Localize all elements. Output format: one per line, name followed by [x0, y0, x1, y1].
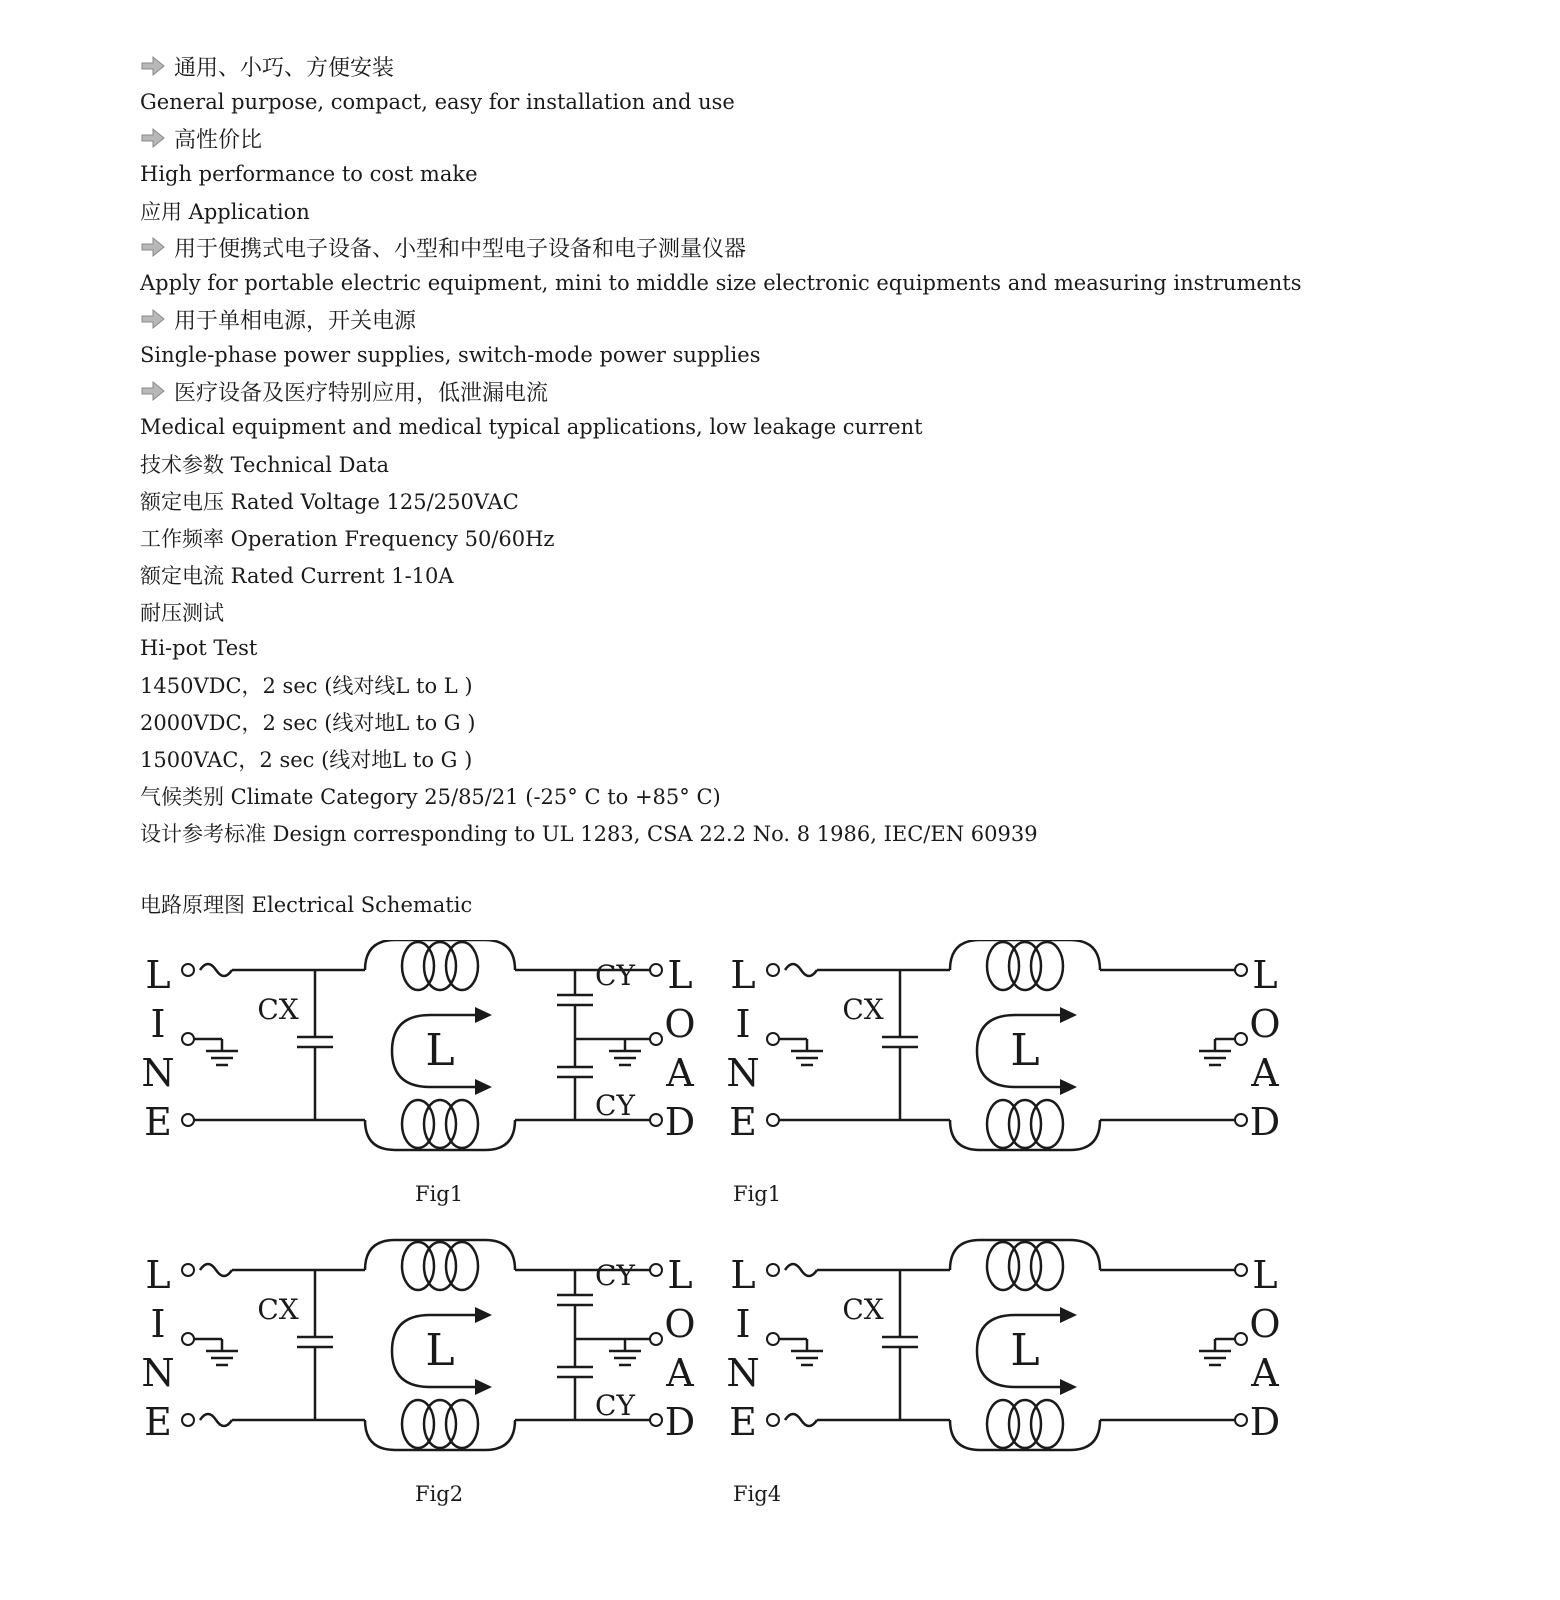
- line-letter: E: [144, 1400, 172, 1444]
- earth-terminal: [182, 1114, 194, 1126]
- choke-winding: [950, 1120, 1100, 1150]
- arrow-icon: [475, 1079, 492, 1095]
- load-terminal: [650, 1414, 662, 1426]
- load-terminal: [650, 1114, 662, 1126]
- line-letter: E: [729, 1100, 757, 1144]
- line-letter: I: [150, 1302, 166, 1346]
- coil-icon: [446, 942, 478, 990]
- line-terminal: [182, 964, 194, 976]
- load-letter: A: [1251, 1351, 1279, 1395]
- cx-label: CX: [257, 993, 299, 1026]
- inductor-label: L: [425, 1025, 455, 1076]
- technical-heading: 技术参数 Technical Data: [140, 452, 389, 477]
- earth-terminal: [767, 1114, 779, 1126]
- load-terminal: [650, 1264, 662, 1276]
- arrow-icon: [475, 1379, 492, 1395]
- load-terminal: [650, 1333, 662, 1345]
- line-letter: N: [726, 1351, 760, 1395]
- fuse-icon: [785, 1414, 817, 1426]
- load-letter: D: [1249, 1400, 1281, 1444]
- arrow-icon: [475, 1307, 492, 1323]
- arrow-icon: [140, 378, 166, 404]
- fuse-icon: [785, 964, 817, 976]
- arrow-icon: [140, 306, 166, 332]
- load-letter: L: [667, 953, 693, 997]
- load-letter: A: [666, 1051, 694, 1095]
- inductor-label: L: [1010, 1325, 1040, 1376]
- coil-icon: [1031, 1100, 1063, 1148]
- cx-label: CX: [842, 1293, 884, 1326]
- line-letter: L: [145, 953, 171, 997]
- fuse-icon: [200, 1414, 232, 1426]
- hipot-row: 1500VAC，2 sec (线对地L to G ): [140, 747, 473, 772]
- choke-winding: [365, 1240, 515, 1270]
- load-letter: A: [666, 1351, 694, 1395]
- line-letter: I: [735, 1002, 751, 1046]
- arrow-icon: [140, 53, 166, 79]
- choke-winding: [365, 1420, 515, 1450]
- choke-winding: [950, 940, 1100, 970]
- application-cn: 用于单相电源，开关电源: [140, 301, 1440, 337]
- choke-winding: [365, 1120, 515, 1150]
- load-letter: A: [1251, 1051, 1279, 1095]
- cy-label: CY: [595, 1259, 635, 1292]
- tech-row-frequency: 工作频率 Operation Frequency 50/60Hz: [140, 526, 555, 551]
- load-terminal: [1235, 1264, 1247, 1276]
- cy-label: CY: [595, 959, 635, 992]
- load-letter: L: [667, 1253, 693, 1297]
- earth-terminal: [182, 1414, 194, 1426]
- load-terminal: [650, 964, 662, 976]
- load-terminal: [1235, 1333, 1247, 1345]
- hipot-cn: 耐压测试: [140, 600, 224, 625]
- load-letter: L: [1252, 953, 1278, 997]
- application-en: Apply for portable electric equipment, mini to middle size electronic equipments and measuring instruments: [140, 271, 1302, 295]
- arrow-icon: [140, 234, 166, 260]
- load-terminal: [1235, 964, 1247, 976]
- load-letter: D: [664, 1100, 696, 1144]
- neutral-terminal: [182, 1033, 194, 1045]
- cy-label: CY: [595, 1389, 635, 1422]
- line-letter: E: [144, 1100, 172, 1144]
- line-letter: N: [726, 1051, 760, 1095]
- application-cn: 医疗设备及医疗特别应用，低泄漏电流: [140, 373, 1440, 409]
- choke-winding: [950, 1240, 1100, 1270]
- inductor-label: L: [1010, 1025, 1040, 1076]
- arrow-icon: [475, 1007, 492, 1023]
- arrow-icon: [1060, 1307, 1077, 1323]
- figure-caption: Fig2: [415, 1482, 464, 1506]
- feature-cn: 高性价比: [140, 120, 1440, 156]
- neutral-terminal: [767, 1033, 779, 1045]
- tech-row-current: 额定电流 Rated Current 1-10A: [140, 563, 454, 588]
- load-letter: O: [664, 1002, 696, 1046]
- line-letter: L: [730, 1253, 756, 1297]
- design-row: 设计参考标准 Design corresponding to UL 1283, CSA 22.2 No. 8 1986, IEC/EN 60939: [140, 821, 1038, 846]
- line-letter: L: [145, 1253, 171, 1297]
- neutral-terminal: [767, 1333, 779, 1345]
- hipot-row: 1450VDC，2 sec (线对线L to L ): [140, 673, 473, 698]
- coil-icon: [446, 1100, 478, 1148]
- hipot-en: Hi-pot Test: [140, 636, 258, 660]
- line-letter: E: [729, 1400, 757, 1444]
- schematic-drawing: [140, 940, 1340, 1560]
- load-letter: D: [664, 1400, 696, 1444]
- line-terminal: [767, 964, 779, 976]
- fuse-icon: [200, 964, 232, 976]
- climate-row: 气候类别 Climate Category 25/85/21 (-25° C to +85° C): [140, 784, 721, 809]
- choke-winding: [365, 940, 515, 970]
- coil-icon: [1031, 1400, 1063, 1448]
- arrow-icon: [1060, 1007, 1077, 1023]
- figure-caption: Fig4: [733, 1482, 782, 1506]
- line-letter: I: [735, 1302, 751, 1346]
- line-letter: N: [141, 1351, 175, 1395]
- load-letter: O: [1249, 1302, 1281, 1346]
- load-terminal: [1235, 1033, 1247, 1045]
- coil-icon: [1031, 1242, 1063, 1290]
- line-letter: I: [150, 1002, 166, 1046]
- feature-en: High performance to cost make: [140, 162, 478, 186]
- figure-caption: Fig1: [733, 1182, 782, 1206]
- cx-label: CX: [842, 993, 884, 1026]
- application-heading: 应用 Application: [140, 199, 310, 224]
- load-letter: L: [1252, 1253, 1278, 1297]
- fuse-icon: [200, 1264, 232, 1276]
- line-letter: L: [730, 953, 756, 997]
- earth-terminal: [767, 1414, 779, 1426]
- coil-icon: [1031, 942, 1063, 990]
- line-terminal: [767, 1264, 779, 1276]
- cx-label: CX: [257, 1293, 299, 1326]
- tech-row-voltage: 额定电压 Rated Voltage 125/250VAC: [140, 489, 519, 514]
- inductor-label: L: [425, 1325, 455, 1376]
- hipot-row: 2000VDC，2 sec (线对地L to G ): [140, 710, 476, 735]
- choke-winding: [950, 1420, 1100, 1450]
- load-terminal: [1235, 1114, 1247, 1126]
- load-letter: O: [664, 1302, 696, 1346]
- coil-icon: [446, 1242, 478, 1290]
- spec-sheet: [140, 48, 1440, 922]
- line-letter: N: [141, 1051, 175, 1095]
- arrow-icon: [1060, 1379, 1077, 1395]
- coil-icon: [446, 1400, 478, 1448]
- feature-cn: 通用、小巧、方便安装: [140, 48, 1440, 84]
- application-en: Medical equipment and medical typical applications, low leakage current: [140, 415, 923, 439]
- fuse-icon: [785, 1264, 817, 1276]
- load-terminal: [650, 1033, 662, 1045]
- arrow-icon: [1060, 1079, 1077, 1095]
- schematic-heading: 电路原理图 Electrical Schematic: [140, 892, 473, 917]
- arrow-icon: [140, 125, 166, 151]
- feature-en: General purpose, compact, easy for installation and use: [140, 90, 735, 114]
- cy-label: CY: [595, 1089, 635, 1122]
- line-terminal: [182, 1264, 194, 1276]
- application-en: Single-phase power supplies, switch-mode power supplies: [140, 343, 761, 367]
- neutral-terminal: [182, 1333, 194, 1345]
- load-terminal: [1235, 1414, 1247, 1426]
- figure-caption: Fig1: [415, 1182, 464, 1206]
- application-cn: 用于便携式电子设备、小型和中型电子设备和电子测量仪器: [140, 229, 1440, 265]
- schematics: [140, 940, 1340, 1560]
- load-letter: O: [1249, 1002, 1281, 1046]
- load-letter: D: [1249, 1100, 1281, 1144]
